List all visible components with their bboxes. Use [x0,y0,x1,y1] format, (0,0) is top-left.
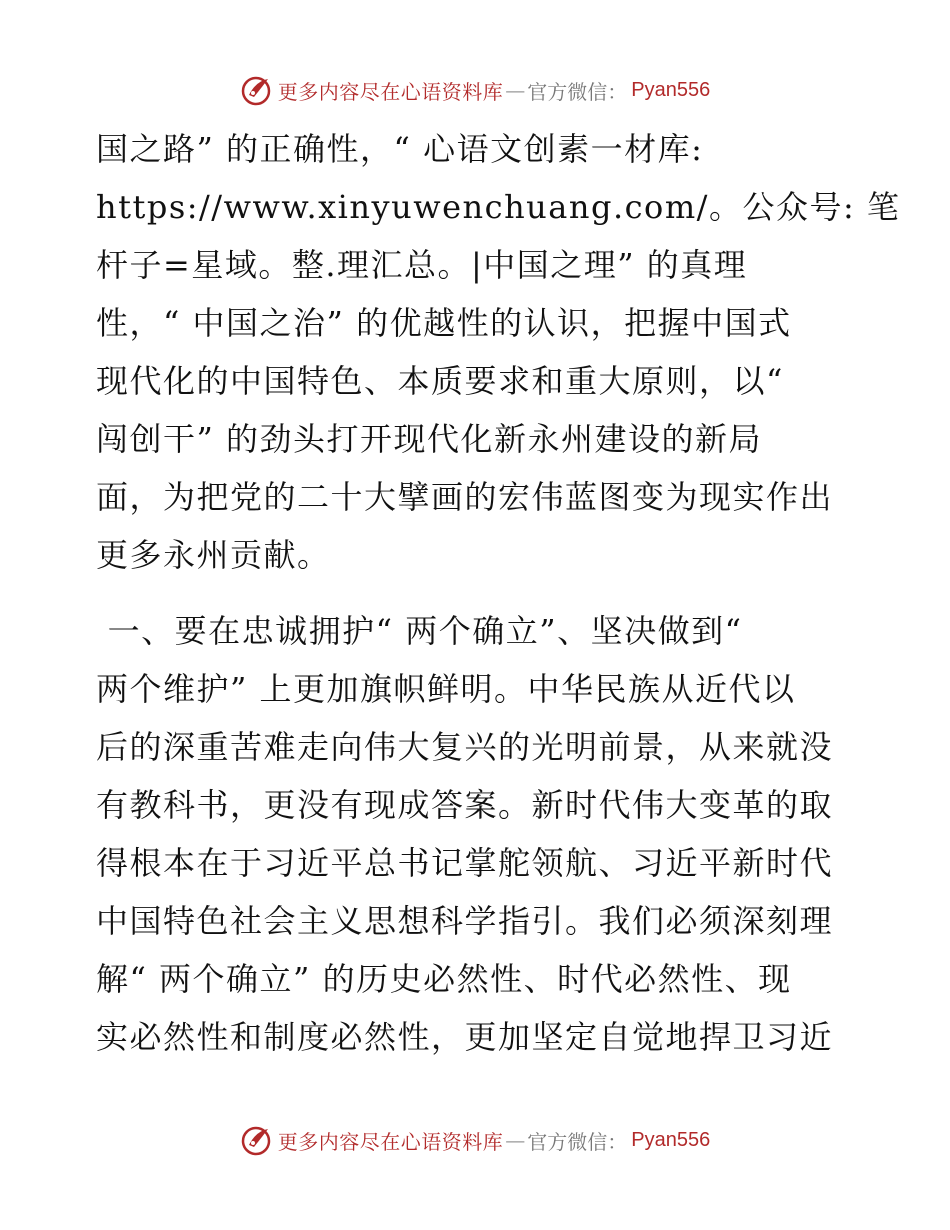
banner-dash: — [505,1128,526,1152]
text-line: 中国特色社会主义思想科学指引。我们必须深刻理 [96,902,834,940]
pen-logo-icon [240,1123,274,1157]
text-line: 现代化的中国特色、本质要求和重大原则，以“ [96,362,784,400]
header-banner [0,70,950,110]
banner-wechat-account: Pyan556 [631,1128,711,1151]
text-line: https://www.xinyuwenchuang.com/。公众号: 笔 [96,188,901,226]
text-line: 实必然性和制度必然性，更加坚定自觉地捍卫习近 [96,1018,834,1056]
banner-title: 更多内容尽在心语资料库 [277,79,504,104]
banner-wechat-account: Pyan556 [631,78,711,101]
banner-wechat-label: 官方微信： [527,79,628,104]
pen-logo-icon [240,73,274,107]
banner-wechat-label: 官方微信： [527,1129,628,1154]
text-line: 面，为把党的二十大擘画的宏伟蓝图变为现实作出 [96,478,834,516]
text-line: 有教科书，更没有现成答案。新时代伟大变革的取 [96,786,834,824]
text-line: 更多永州贡献。 [96,536,331,574]
text-line: 两个维护” 上更加旗帜鲜明。中华民族从近代以 [96,670,796,708]
text-line: 得根本在于习近平总书记掌舵领航、习近平新时代 [96,844,834,882]
text-line: 杆子=星域。整.理汇总。|中国之理” 的真理 [96,246,748,284]
text-line: 一、要在忠诚拥护“ 两个确立”、坚决做到“ [96,612,743,650]
text-line: 解“ 两个确立” 的历史必然性、时代必然性、现 [96,960,792,998]
document-body [96,120,901,1066]
banner-dash: — [505,78,526,102]
text-line: 后的深重苦难走向伟大复兴的光明前景，从来就没 [96,728,834,766]
text-line: 国之路” 的正确性，“ 心语文创素一材库: [96,130,704,168]
paragraph-1 [96,120,901,584]
text-line: 性，“ 中国之治” 的优越性的认识，把握中国式 [96,304,792,342]
text-line: 闯创干” 的劲头打开现代化新永州建设的新局 [96,420,763,458]
paragraph-gap [96,584,856,602]
footer-banner [0,1120,950,1160]
banner-title: 更多内容尽在心语资料库 [277,1129,504,1154]
paragraph-2 [96,602,856,1066]
